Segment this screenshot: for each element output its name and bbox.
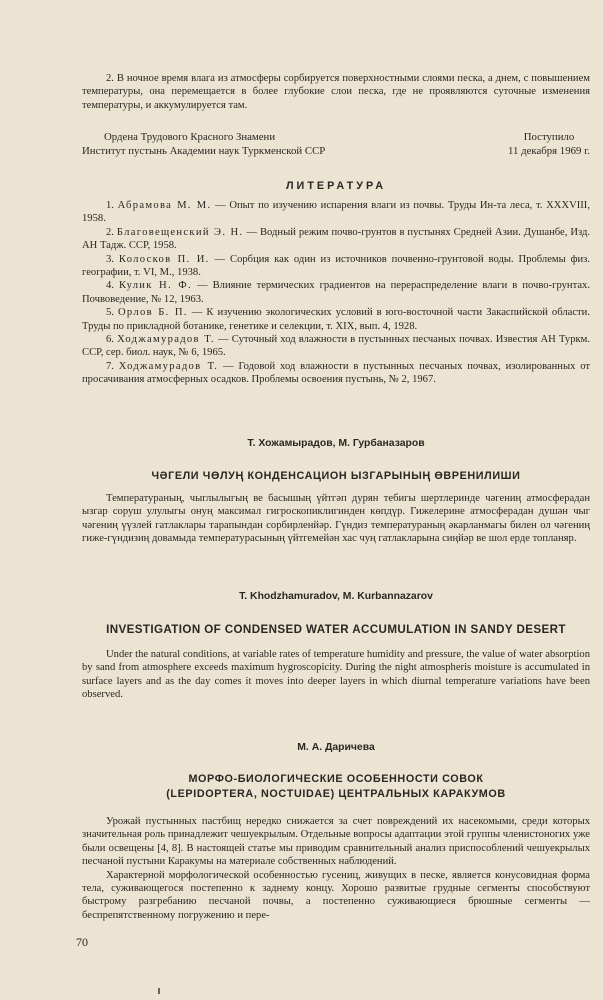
signature-block (82, 130, 590, 158)
reference-number: 6. (106, 334, 114, 346)
print-mark (158, 988, 160, 994)
reference-item (82, 360, 590, 387)
reference-text: — Опыт по изучению испарения влаги из почвы. Труды Ин-та леса, т. XXXVIII, 1958. (82, 200, 590, 225)
english-abstract: Under the natural conditions, at variable rates of temperature humidity and pressure, the value of water absorption by sand from atmosphere exceeds maximum hygroscopicity. During the night atmospheris moisture is accumulated in surface layers and as the day comes it moves into deeper layers in which diurnal temperature variations have been observed. (82, 649, 590, 701)
reference-text: — Влияние термических градиентов на перераспределение влаги в почво-грунтах. Почвоведение, № 12, 1963. (82, 280, 590, 305)
reference-text: — Водный режим почво-грунтов в пустынях Средней Азии. Душанбе, Изд. АН Тадж. ССР, 1958. (82, 226, 591, 252)
turkmen-title: ЧӘГЕЛИ ЧӨЛУҢ КОНДЕНСАЦИОН ЫЗГАРЫНЫҢ ӨВРЕНИЛИШИ (151, 470, 521, 482)
reference-text: — К изучению экологических условий в юго-восточной части Закаспийской области. Труды по прикладной ботанике, генетике и селекции, т. XIX, вып. 4, 1928. (82, 307, 590, 332)
literature-heading: ЛИТЕРАТУРА (285, 180, 386, 192)
reference-item (82, 253, 590, 280)
article-author: М. А. Даричева (297, 742, 375, 753)
reference-number: 1. (106, 200, 114, 211)
article-body: Урожай пустынных пастбищ нередко снижается за счет повреждений их насекомыми, среди которых значительная роль принадлежит чешуекрылым. Отдельные вопросы адаптации этой группы членистоногих уже были освещены [4, 8]. В настоящей статье мы приводим сравнительный анализ приспособлений чешуекрылых песчаной пустыни Каракумы на материале собственных наблюдений. Характерной морфологической особенностью гусениц, живущих в песке, является конусовидная форма тела, суживающегося постепенно к заднему концу. Хорошо развитые грудные сегменты способствуют быстрому разгребанию песчаной почвы, а постепенно суживающиеся брюшные сегменты — беспрепятственному погружению и пере- (82, 816, 590, 921)
turkmen-authors: Т. Хожамырадов, М. Гурбаназаров (247, 438, 425, 449)
reference-number: 4. (106, 280, 114, 292)
reference-text: — Годовой ход влажности в пустынных песчаных почвах, изолированных от просачивания атмосферных осадков. Проблемы освоения пустынь, № 2, 1967. (82, 360, 590, 386)
reference-item (82, 306, 590, 333)
institution: Ордена Трудового Красного Знамени Институт пустынь Академии наук Туркменской ССР (82, 131, 326, 157)
reference-author: Ходжамурадов Т. (118, 360, 219, 372)
reference-author: Кулик Н. Ф. (119, 280, 192, 292)
reference-number: 5. (106, 307, 114, 319)
received-date: Поступило 11 декабря 1969 г. (507, 131, 590, 157)
reference-number: 2. (106, 226, 114, 238)
reference-number: 7. (106, 360, 114, 372)
reference-item (82, 226, 590, 253)
english-authors: T. Khodzhamuradov, M. Kurbannazarov (239, 591, 433, 602)
reference-item (82, 199, 590, 226)
page-number: 70 (76, 935, 88, 949)
reference-author: Орлов Б. П. (117, 307, 188, 319)
reference-author: Колосков П. И. (118, 253, 210, 265)
article-title: МОРФО-БИОЛОГИЧЕСКИЕ ОСОБЕННОСТИ СОВОК (LEPIDOPTERA, NOCTUIDAE) ЦЕНТРАЛЬНЫХ КАРАКУМОВ (166, 773, 506, 801)
reference-author: Ходжамурадов Т. (117, 334, 215, 346)
reference-item (82, 333, 590, 360)
reference-text: — Сорбция как один из источников почвенно-грунтовой воды. Проблемы физ. географии, т. VI, М., 1938. (82, 253, 590, 279)
turkmen-abstract: Температураның, чыглылыгың ве басышың үйтгәп дурян тебигы шертлеринде чәгениң атмосферадан ызгар соруш улулыгы онуң максимал гигроскопиклигинден көпдүр. Гижелерине атмосферадан душән чыг чәгениң үүзлей гатлаклары тарапындан сорбирленйәр. Гүндиз температураның әкарланмагы билен ол чәгениң гиже-гүндизиң довамыда температурасының үйтгемейән хас чуң гатлакларына сиңйәр ве шол ерде топланяр. (82, 493, 590, 545)
reference-number: 3. (106, 253, 114, 265)
conclusion-paragraph: 2. В ночное время влага из атмосферы сорбируется поверхностными слоями песка, а днем, с повышением температуры, она перемещается в более глубокие слои песка, где не проявляются суточные изменения температуры, и аккумулируется там. (82, 73, 590, 111)
reference-item (82, 279, 590, 306)
reference-text: — Суточный ход влажности в пустынных песчаных почвах. Известия АН Туркм. ССР, сер. биол. наук, № 6, 1965. (82, 334, 590, 359)
reference-author: Благовещенский Э. Н. (116, 226, 244, 238)
reference-list (82, 199, 590, 387)
reference-author: Абрамова М. М. (117, 200, 212, 211)
english-title: INVESTIGATION OF CONDENSED WATER ACCUMULATION IN SANDY DESERT (106, 623, 566, 636)
